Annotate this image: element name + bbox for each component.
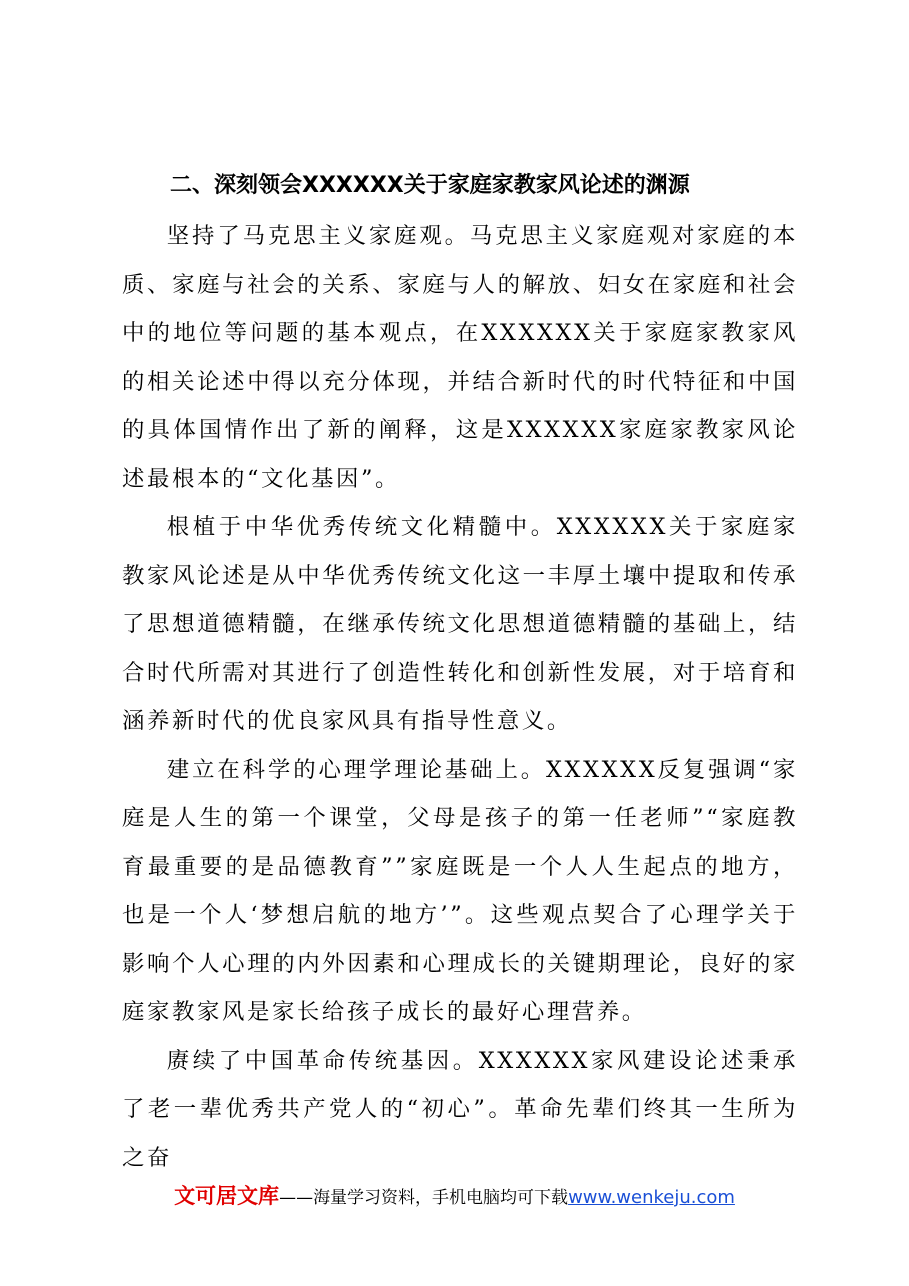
- footer-site-link[interactable]: www.wenkeju.com: [568, 1187, 735, 1208]
- paragraph: 赓续了中国革命传统基因。XXXXXX家风建设论述秉承了老一辈优秀共产党人的“初心”。革命先辈们终其一生所为之奋: [122, 1047, 798, 1171]
- paragraph: 坚持了马克思主义家庭观。马克思主义家庭观对家庭的本质、家庭与社会的关系、家庭与人的解放、妇女在家庭和社会中的地位等问题的基本观点，在XXXXXX关于家庭家教家风的相关论述中得以充分体现，并结合新时代的时代特征和中国的具体国情作出了新的阐释，这是XXXXXX家庭家教家风论述最根本的“文化基因”。: [122, 223, 798, 492]
- page-footer: [0, 1180, 909, 1214]
- footer-brand: 文可居文库: [174, 1184, 280, 1208]
- paragraph: 建立在科学的心理学理论基础上。XXXXXX反复强调“家庭是人生的第一个课堂，父母是孩子的第一任老师”“家庭教育最重要的是品德教育””家庭既是一个人人生起点的地方，也是一个人‘梦想启航的地方’”。这些观点契合了心理学关于影响个人心理的内外因素和心理成长的关键期理论，良好的家庭家教家风是家长给孩子成长的最好心理营养。: [122, 756, 798, 1025]
- paragraph: 根植于中华优秀传统文化精髓中。XXXXXX关于家庭家教家风论述是从中华优秀传统文化这一丰厚土壤中提取和传承了思想道德精髓，在继承传统文化思想道德精髓的基础上，结合时代所需对其进行了创造性转化和创新性发展，对于培育和涵养新时代的优良家风具有指导性意义。: [122, 514, 798, 734]
- section-heading: 二、深刻领会XXXXXX关于家庭家教家风论述的渊源: [170, 173, 690, 198]
- document-body: [122, 212, 798, 1182]
- footer-tagline: ——海量学习资料，手机电脑均可下载: [279, 1188, 569, 1208]
